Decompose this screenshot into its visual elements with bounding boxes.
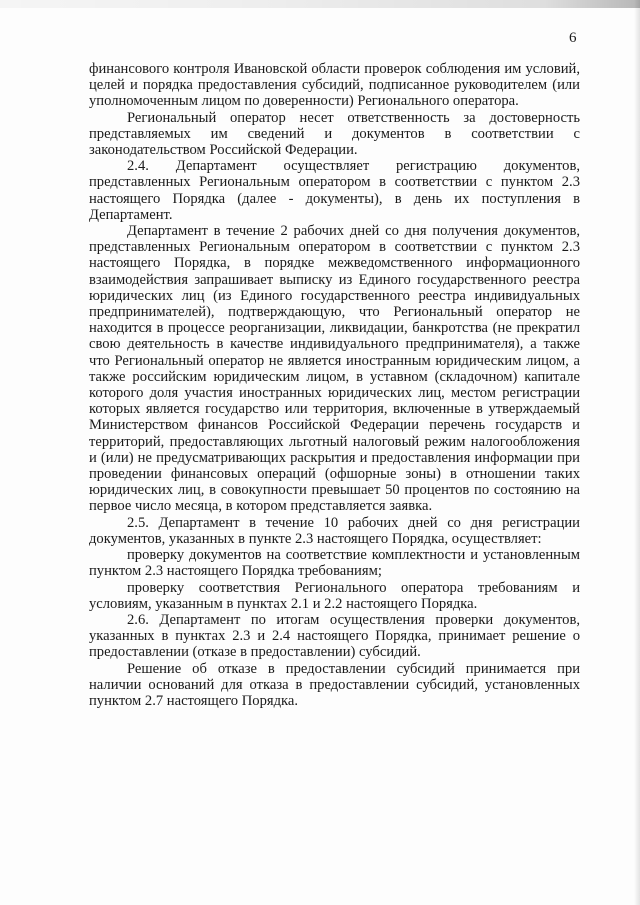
paragraph-2-4: 2.4. Департамент осуществляет регистрацию документов, представленных Региональным оператором в соответствии с пунктом 2.3 настоящего Порядка (далее - документы), в день их поступления в Департамент. [89, 158, 580, 223]
paragraph-2-6: 2.6. Департамент по итогам осуществления проверки документов, указанных в пунктах 2.3 и 2.4 настоящего Порядка, принимает решение о предоставлении (отказе в предоставлении) субсидий. [89, 611, 580, 661]
paragraph-interagency-request: Департамент в течение 2 рабочих дней со дня получения документов, представленных Региональным оператором в соответствии с пунктом 2.3 настоящего Порядка, в порядке межведомственного информационного взаимодействия запрашивает выписку из Единого государственного реестра юридических лиц (из Единого государственного реестра индивидуальных предпринимателей), подтверждающую, что Региональный оператор не находится в процессе реорганизации, ликвидации, банкротства (не прекратил свою деятельность в качестве индивидуального предпринимателя), а также что Региональный оператор не является иностранным юридическим лицом, а также российским юридическим лицом, в уставном (складочном) капитале которого доля участия иностранных юридических лиц, местом регистрации которых является государство или территория, включенные в утверждаемый Министерством финансов Российской Федерации перечень государств и территорий, предоставляющих льготный налоговый режим налогообложения и (или) не предусматривающих раскрытия и предоставления информации при проведении финансовых операций (офшорные зоны) в отношении таких юридических лиц, в совокупности превышает 50 процентов по состоянию на первое число месяца, в котором представляется заявка. [89, 223, 580, 515]
scan-top-edge [0, 0, 640, 8]
page-number: 6 [569, 30, 577, 46]
paragraph-refusal-decision: Решение об отказе в предоставлении субсидий принимается при наличии оснований для отказа в предоставлении субсидий, установленных пунктом 2.7 настоящего Порядка. [89, 660, 580, 709]
paragraph-check-documents: проверку документов на соответствие комплектности и установленным пунктом 2.3 настоящего Порядка требованиям; [89, 547, 580, 580]
document-body [89, 61, 580, 709]
paragraph-check-conditions: проверку соответствия Регионального оператора требованиям и условиям, указанным в пунктах 2.1 и 2.2 настоящего Порядка. [89, 579, 580, 612]
paragraph-2-5: 2.5. Департамент в течение 10 рабочих дней со дня регистрации документов, указанных в пункте 2.3 настоящего Порядка, осуществляет: [89, 514, 580, 547]
paragraph-continuation: финансового контроля Ивановской области проверок соблюдения им условий, целей и порядка предоставления субсидий, подписанное руководителем (или уполномоченным лицом по доверенности) Регионального оператора. [89, 61, 580, 110]
paragraph-responsibility: Региональный оператор несет ответственность за достоверность представляемых им сведений и документов в соответствии с законодательством Российской Федерации. [89, 109, 580, 159]
scan-right-edge [634, 0, 640, 905]
